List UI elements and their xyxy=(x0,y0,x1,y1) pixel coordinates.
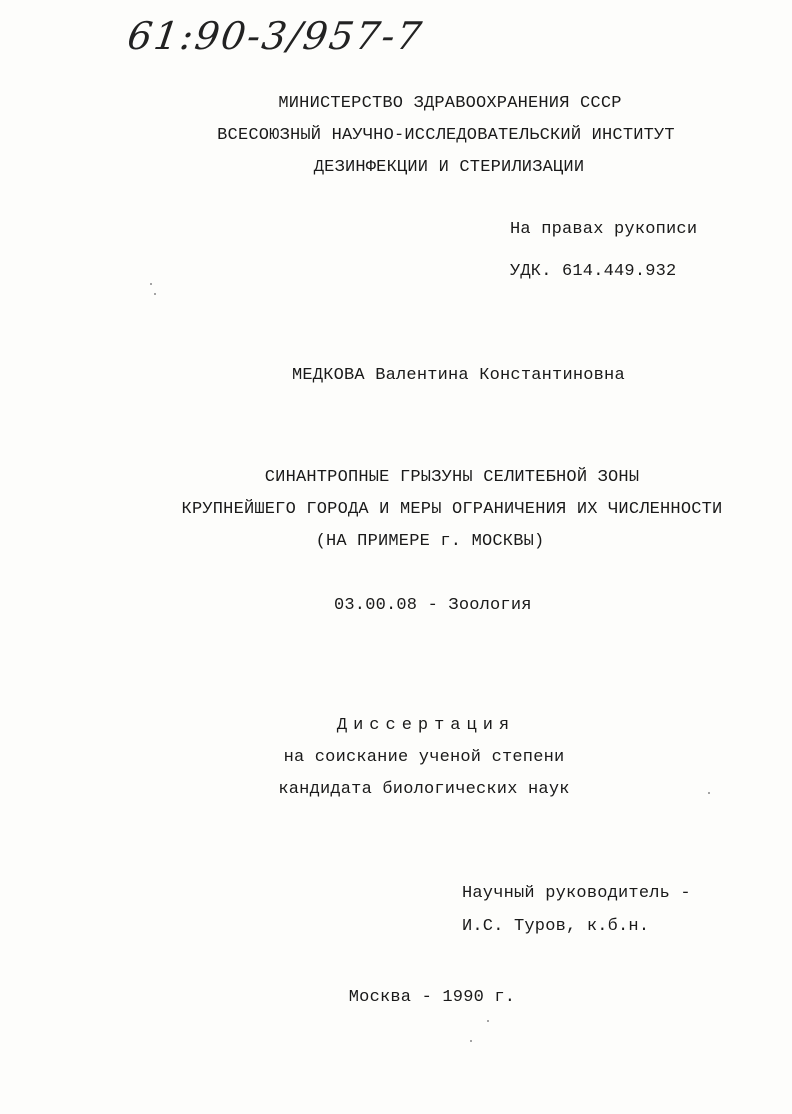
title-line-1: СИНАНТРОПНЫЕ ГРЫЗУНЫ СЕЛИТЕБНОЙ ЗОНЫ xyxy=(264,468,640,487)
udc-code: УДК. 614.449.932 xyxy=(510,262,677,281)
degree-line-2: на соискание ученой степени xyxy=(283,748,565,767)
institute-line-2: ДЕЗИНФЕКЦИИ И СТЕРИЛИЗАЦИИ xyxy=(313,158,585,177)
scan-speck xyxy=(150,283,152,285)
scan-speck xyxy=(470,1040,472,1042)
institute-line-1: ВСЕСОЮЗНЫЙ НАУЧНО-ИССЛЕДОВАТЕЛЬСКИЙ ИНСТИТУТ xyxy=(217,126,675,145)
handwritten-catalog-number: 61:90-3/957-7 xyxy=(124,14,426,58)
scan-speck xyxy=(487,1020,489,1022)
specialty-code: 03.00.08 - Зоология xyxy=(334,596,532,615)
degree-line-3: кандидата биологических наук xyxy=(278,780,570,799)
manuscript-rights: На правах рукописи xyxy=(510,220,698,239)
scan-speck xyxy=(708,792,710,794)
degree-line-1: Диссертация xyxy=(336,716,516,735)
place-and-year: Москва - 1990 г. xyxy=(348,988,516,1007)
scan-speck xyxy=(154,293,156,295)
title-line-2: КРУПНЕЙШЕГО ГОРОДА И МЕРЫ ОГРАНИЧЕНИЯ ИХ ЧИСЛЕННОСТИ xyxy=(181,500,723,519)
author-name: МЕДКОВА Валентина Константиновна xyxy=(292,366,625,385)
supervisor-label: Научный руководитель - xyxy=(462,884,691,903)
title-line-3: (НА ПРИМЕРЕ г. МОСКВЫ) xyxy=(315,532,545,551)
ministry-line: МИНИСТЕРСТВО ЗДРАВООХРАНЕНИЯ СССР xyxy=(278,94,622,113)
supervisor-name: И.С. Туров, к.б.н. xyxy=(462,917,650,936)
